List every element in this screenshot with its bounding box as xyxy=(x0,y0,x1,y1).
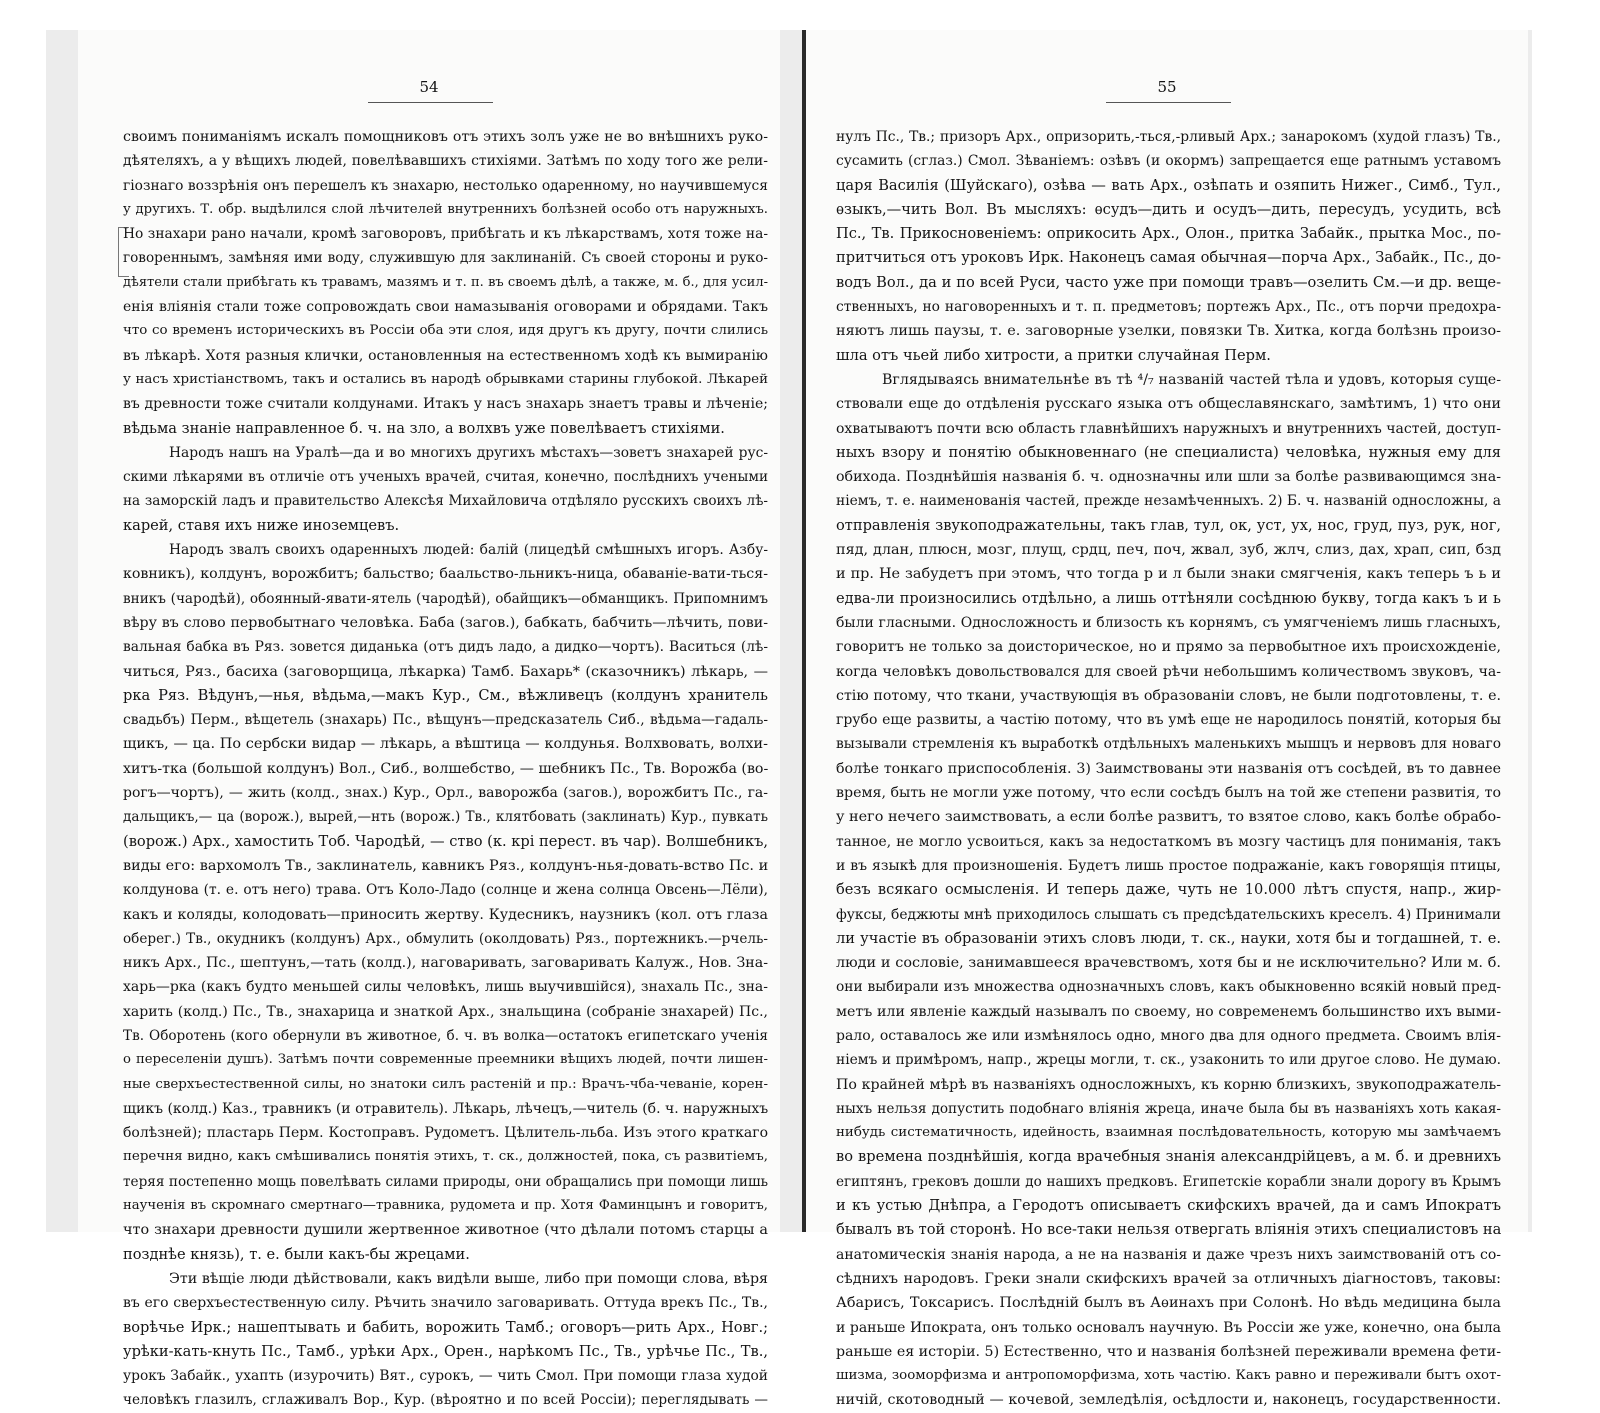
text-line: няютъ лишь паузы, т. е. заговорные узелки, повязки Тв. Хитка, когда болѣзнь произо- xyxy=(836,323,1501,340)
text-line: ныхъ взору и понятію обыкновеннаго (не специалиста) человѣка, нужныя ему для xyxy=(836,443,1501,461)
text-line: ные сверхъестественной силы, но знатоки силъ растеній и пр.: Врачъ-чба-чеваніе, корен- xyxy=(123,1076,768,1092)
text-line: карей, ставя ихъ ниже иноземцевъ. xyxy=(123,516,400,534)
left-header-rule xyxy=(368,102,493,103)
text-line: танное, не могло усвоиться, какъ за недостаткомъ въ мозгу частицъ для пониманія, такъ xyxy=(836,833,1501,850)
text-line: что со временъ историческихъ въ Россіи оба эти слоя, идя другъ къ другу, почти слились xyxy=(123,323,768,339)
right-header-rule xyxy=(1106,102,1231,103)
text-line: ствовали еще до отдѣленія русскаго языка отъ общеславянскаго, замѣтимъ, 1) что они xyxy=(836,396,1501,413)
left-body-text xyxy=(123,125,768,1413)
text-line: позднѣе князь), т. е. были какъ-бы жрецами. xyxy=(123,1245,470,1263)
text-line: своимъ пониманіямъ искалъ помощниковъ отъ этихъ золъ уже не во внѣшнихъ руко- xyxy=(123,129,768,145)
text-line: дѣятеляхъ, а у вѣщихъ людей, повелѣвавшихъ стихіями. Затѣмъ по ходу того же рели- xyxy=(123,153,768,170)
text-line: водъ Вол., да и по всей Руси, часто уже при помощи травъ—озелить См.—и др. веще- xyxy=(836,273,1501,291)
text-line: въ лѣкарѣ. Хотя разныя клички, остановленныя на естественномъ ходѣ къ вымиранію xyxy=(123,347,768,364)
text-line: царя Василія (Шуйскаго), озѣва — вать Арх., озѣпать и озяпить Нижег., Симб., Тул., xyxy=(836,176,1501,194)
text-line: и къ устью Днѣпра, а Геродотъ описываетъ скифскихъ врачей, да и самъ Ипократъ xyxy=(836,1197,1501,1215)
text-line: свадьбъ) Перм., вѣщетель (знахарь) Пс., вѣщунъ—предсказатель Сиб., вѣдьма—гадаль- xyxy=(123,712,768,729)
text-line: метъ или явленіе каждый называлъ по своему, но современемъ большинство ихъ выми- xyxy=(836,1003,1501,1020)
text-line: время, быть не могли уже потому, что если сосѣдъ былъ на той же степени развитія, то xyxy=(836,785,1501,802)
text-line: болѣзней); пластарь Перм. Костоправъ. Рудометъ. Цѣлитель-льба. Изъ этого краткаго xyxy=(123,1125,768,1142)
text-line: люди и сословіе, занимавшееся врачевствомъ, хотя бы и не исключительно? Или м. б. xyxy=(836,955,1501,972)
text-line: они выбирали изъ множества однозначныхъ словъ, какъ обыкновенно всякій новый пред- xyxy=(836,979,1501,996)
text-line: Абарисъ, Токсарисъ. Послѣдній былъ въ Аѳинахъ при Солонѣ. Но вѣдь медицина была xyxy=(836,1295,1501,1312)
text-line: щикъ (колд.) Каз., травникъ (и отравитель). Лѣкарь, лѣчецъ,—читель (б. ч. наружныхъ xyxy=(123,1100,769,1117)
text-line: у него нечего заимствовать, а если болѣе развитъ, то взятое слово, какъ болѣе обрабо- xyxy=(836,809,1501,826)
text-line: Пс., Тв. Прикосновеніемъ: оприкосить Арх., Олон., притка Забайк., прытка Мос., по- xyxy=(836,225,1501,243)
text-line: у другихъ. Т. обр. выдѣлился слой лѣчителей внутреннихъ болѣзней особо отъ наружныхъ. xyxy=(123,201,768,217)
text-line: во времена позднѣйшія, когда врачебныя знанія александрійцевъ, а м. б. и древнихъ xyxy=(836,1148,1501,1166)
text-line: харь—рка (какъ будто меньшей силы человѣкъ, лишь выучившійся), знахаль Пс., зна- xyxy=(123,979,768,996)
text-line: вальная бабка въ Ряз. зовется диданька (отъ дидъ ладо, а дидко—чортъ). Васиться (лѣ- xyxy=(123,639,768,656)
text-line: рогъ—чортъ), — жить (колд., знах.) Кур., Орл., ваворожба (загов.), ворожбитъ Пс., га- xyxy=(123,785,768,802)
text-line: и раньше Ипократа, онъ только основалъ научную. Въ Россіи же уже, конечно, она была xyxy=(836,1319,1501,1336)
text-line: стію потому, что ткани, участвующія въ образованіи словъ, не были подготовлены, т. е. xyxy=(836,687,1501,704)
right-page-number: 55 xyxy=(1157,78,1177,96)
text-line: Народъ нашъ на Уралѣ—да и во многихъ другихъ мѣстахъ—зоветъ знахарей рус- xyxy=(169,444,768,461)
text-line: Тв. Оборотень (кого обернули въ животное, б. ч. въ волка—остатокъ египетскаго ученія xyxy=(123,1027,768,1044)
text-line: охватываютъ почти всю область главнѣйшихъ наружныхъ и внутреннихъ частей, доступ- xyxy=(836,420,1501,437)
text-line: дѣятели стали прибѣгать къ травамъ, мазямъ и т. п. въ своемъ дѣлѣ, а также, м. б., для усил- xyxy=(123,274,768,290)
text-line: читься, Ряз., басиха (заговорщица, лѣкарка) Тамб. Бахарь* (сказочникъ) лѣкарь, — xyxy=(123,663,768,680)
text-line: едва-ли произносились отдѣльно, а лишь оттѣняли сосѣднюю букву, тогда какъ ъ и ь xyxy=(836,589,1501,607)
text-line: Народъ звалъ своихъ одаренныхъ людей: балій (лицедѣй смѣшныхъ игоръ. Азбу- xyxy=(169,542,768,559)
text-line: пяд, длан, плюсн, мозг, плущ, срдц, печ, поч, жвал, зуб, жлч, слиз, дах, храп, сип, бзд xyxy=(836,542,1501,559)
text-line: обихода. Позднѣйшія названія б. ч. однозначны или шли за болѣе развивающимся зна- xyxy=(836,469,1501,486)
text-line: о переселеніи душъ). Затѣмъ почти современные преемники вѣщихъ людей, почти лишен- xyxy=(123,1052,768,1068)
text-line: никъ Арх., Пс., шептунъ,—тать (колд.), наговаривать, заговаривать Калуж., Нов. Зна- xyxy=(123,955,768,972)
text-line: ковникъ), колдунъ, ворожбитъ; бальство; баальство-льникъ-ница, обаваніе-вати-ться- xyxy=(123,566,768,583)
text-line: дальщикъ,— ца (ворож.), вырей,—нть (ворож.) Тв., клятбовать (заклинать) Кур., пувкать xyxy=(123,809,768,826)
text-line: ныхъ нельзя допустить подобнаго вліянія жреца, иначе была бы въ названіяхъ хоть какая- xyxy=(836,1100,1501,1117)
text-line: какъ и коляды, колодовать—приносить жертву. Кудесникъ, наузникъ (кол. отъ глаза xyxy=(123,906,768,923)
text-line: вoрѣчье Ирк.; нашептывать и бабить, ворожить Тамб.; оговоръ—рить Арх., Новг.; xyxy=(123,1318,768,1336)
text-line: грубо еще развиты, а частію потому, что въ умѣ еще не народилось понятій, которыя бы xyxy=(836,712,1501,729)
text-line: когда человѣкъ довольствовался для своей рѣчи небольшимъ количествомъ звуковъ, ча- xyxy=(836,663,1501,680)
text-line: въ его сверхъестественную силу. Рѣчить значило заговаривать. Оттуда врекъ Пс., Тв., xyxy=(123,1295,768,1312)
text-line: вѣдьма знаніе направленное б. ч. на зло, а волхвъ уже повелѣваетъ стихіями. xyxy=(123,419,725,437)
text-line: ственныхъ, но наговоренныхъ и т. п. предметовъ; портежъ Арх., Пс., отъ порчи предохра- xyxy=(836,299,1501,316)
text-line: что знахари древности душили жертвенное животное (что дѣлали потомъ старцы а xyxy=(123,1222,768,1239)
text-line: скими лѣкарями въ отличіе отъ ученыхъ врачей, считая, конечно, послѣднихъ учеными xyxy=(123,469,768,486)
text-line: говоритъ не только за доисторическое, но и прямо за первобытное ихъ происхожденіе, xyxy=(836,639,1501,656)
text-line: щикъ, — ца. По сербски видар — лѣкарь, а вѣштица — колдунья. Волхвовать, волхи- xyxy=(123,736,768,753)
text-line: (ворож.) Арх., хамостить Тоб. Чародѣй, — ство (к. кpi перест. въ чар). Волшебникъ, xyxy=(123,832,768,850)
text-line: были гласными. Односложность и близость къ корнямъ, съ умягченіемъ лишь гласныхъ, xyxy=(836,614,1501,631)
left-page-number: 54 xyxy=(419,78,439,96)
text-line: колдунова (т. е. отъ него) трава. Отъ Коло-Ладо (солнце и жена солнца Овсень—Лёли), xyxy=(123,882,768,899)
text-line: ѳзыкъ,—чить Вол. Въ мысляхъ: ѳсудъ—дить и осудъ—дить, пересудъ, усудить, всѣ xyxy=(836,200,1501,218)
text-line: оберег.) Тв., окудникъ (колдунъ) Арх., обмулить (околдовать) Ряз., портежникъ.—рчель- xyxy=(123,930,768,947)
text-line: гіознаго воззрѣнія онъ перешелъ къ знахарю, нестолько одаренному, но научившемуся xyxy=(123,177,768,194)
text-line: Но знахари рано начали, кромѣ заговоровъ, прибѣгать и къ лѣкарствамъ, хотя тоже на- xyxy=(123,226,768,243)
text-line: нулъ Пс., Тв.; призоръ Арх., опризорить,-ться,-рливый Арх.; занарокомъ (худой глазъ) Тв., xyxy=(836,129,1501,145)
text-line: вникъ (чародѣй), обоянный-явати-ятель (чародѣй), обайщикъ—обманщикъ. Припомнимъ xyxy=(123,590,768,607)
text-line: перечня видно, какъ смѣшивались понятія этихъ, т. ск., должностей, пока, съ развитіемъ, xyxy=(123,1149,768,1165)
text-line: По крайней мѣрѣ въ названіяхъ односложныхъ, къ корню близкихъ, звукоподражатель- xyxy=(836,1076,1501,1093)
text-line: и въ языкѣ для произношенія. Будетъ лишь простое подражаніе, какъ говорящія птицы, xyxy=(836,857,1501,874)
text-line: енія вліянія стали тоже сопровождать свои намазыванія оговорами и обрядами. Такъ xyxy=(123,299,768,316)
text-line: на заморскій ладъ и правительство Алексѣя Михайловича отдѣляло русскихъ своихъ лѣ- xyxy=(123,493,768,510)
text-line: раньше ея исторіи. 5) Естественно, что и названія болѣзней переживали времена фети- xyxy=(836,1343,1502,1360)
text-line: хитъ-тка (большой колдунъ) Вол., Сиб., волшебство, — шебникъ Пс., Тв. Ворожба (во- xyxy=(123,760,769,777)
text-line: ли участіе въ образованіи этихъ словъ люди, т. ск., науки, хотя бы и тогдашней, т. е. xyxy=(836,929,1501,947)
text-line: въ древности тоже считали колдунами. Итакъ у насъ знахарь знаетъ травы и лѣченіе; xyxy=(123,396,768,413)
text-line: фуксы, беджюты мнѣ приходилось слышать съ предсѣдательскихъ креселъ. 4) Принимали xyxy=(836,906,1501,923)
text-line: сусамить (сглаз.) Смол. Зѣваніемъ: озѣвъ (и окормъ) запрещается еще ратнымъ уставомъ xyxy=(836,153,1501,170)
text-line: египтянъ, грековъ дошли до нашихъ предковъ. Египетскіе корабли знали дорогу въ Крымъ xyxy=(836,1173,1501,1190)
text-line: шизма, зооморфизма и антропоморфизма, хоть частію. Какъ равно и переживали бытъ охот- xyxy=(836,1368,1501,1384)
text-line: ніемъ, т. е. наименованія частей, прежде незамѣченныхъ. 2) Б. ч. названій односложны, а xyxy=(836,493,1501,510)
text-line: харить (колд.) Пс., Тв., знахарица и знаткой Арх., знальщина (собраніе знахарей) Пс., xyxy=(123,1003,768,1020)
text-line: и пр. Не забудетъ при этомъ, что тогда р и л были знаки смягченія, какъ теперь ъ ь и xyxy=(836,566,1501,583)
text-line: ніемъ и примѣромъ, напр., жрецы могли, т. ск., узаконить то или другое слово. Не думаю. xyxy=(836,1052,1501,1069)
text-line: болѣе тонкаго приспособленія. 3) Заимствованы эти названія отъ сосѣдей, въ то давнее xyxy=(836,760,1501,777)
text-line: бывалъ въ той сторонѣ. Но все-таки нельзя отвергать вліянія этихъ специалистовъ на xyxy=(836,1221,1502,1239)
text-line: у насъ христіанствомъ, такъ и остались въ народѣ обрывками старины глубокой. Лѣкарей xyxy=(123,371,768,387)
text-line: урокъ Забайк., ухапть (изурочить) Вят., сурокъ, — чить Смол. При помощи глаза худой xyxy=(123,1368,768,1385)
text-line: сѣднихъ народовъ. Греки знали скифскихъ врачей за отличныхъ діагностовъ, таковы: xyxy=(836,1270,1501,1287)
text-line: вызывали стремленія къ выработкѣ отдѣльныхъ маленькихъ мышцъ и нервовъ для новаго xyxy=(836,736,1501,753)
text-line: отправленія звукоподражательны, такъ глав, тул, ок, уст, ух, нос, груд, пуз, рук, ног, xyxy=(836,516,1501,534)
left-page xyxy=(78,30,780,1409)
text-line: виды его: вархомолъ Тв., заклинатель, кавникъ Ряз., колдунъ-нья-довать-вство Пс. и xyxy=(123,857,769,874)
text-line: рало, оставалось же или измѣнялось одно, много два для одного предмета. Своимъ влія- xyxy=(836,1027,1501,1044)
text-line: шла отъ чьей либо хитрости, а притки случайная Перм. xyxy=(836,346,1271,364)
text-line: безъ всякаго осмысленія. И теперь даже, чуть не 10.000 лѣтъ спустя, напр., жир- xyxy=(836,881,1501,899)
text-line: нибудь систематичность, идейность, взаимная послѣдовательность, которую мы замѣчаемъ xyxy=(836,1125,1501,1141)
text-line: теряя постепенно мощь повелѣвать силами природы, они обращались при помощи лишь xyxy=(123,1173,768,1190)
right-body-text xyxy=(836,125,1501,1413)
text-line: наученія въ скромнаго смертнаго—травника, рудомета и пр. Хотя Фаминцынъ и говоритъ, xyxy=(123,1198,768,1214)
text-line: Вглядываясь внимательнѣе въ тѣ ⁴/₇ названій частей тѣла и удовъ, которыя суще- xyxy=(882,371,1501,388)
text-line: Эти вѣщіе люди дѣйствовали, какъ видѣли выше, либо при помощи слова, вѣря xyxy=(169,1270,768,1287)
text-line: ничій, скотоводный — кочевой, земледѣлія, осѣдлости и, наконецъ, государственности. xyxy=(836,1392,1501,1409)
right-page xyxy=(806,30,1528,1409)
text-line: анатомическія знанія народа, а не на названія и даже чрезъ нихъ заимствованій отъ со- xyxy=(836,1246,1501,1263)
text-line: человѣкъ глазилъ, сглаживалъ Вор., Кур. (вѣроятно и по всей Россіи); переглядывать — xyxy=(123,1392,768,1409)
text-line: рка Ряз. Вѣдунъ,—нья, вѣдьма,—макъ Кур., См., вѣжливецъ (колдунъ хранитель xyxy=(123,686,768,704)
text-line: притчиться отъ уроковъ Ирк. Наконецъ самая обычная—порча Арх., Забайк., Пс., до- xyxy=(836,249,1501,267)
text-line: говореннымъ, замѣняя ими воду, служившую для заклинаній. Съ своей стороны и руко- xyxy=(123,250,768,267)
text-line: вѣру въ слово первобытнаго человѣка. Баба (загов.), бабкать, бабчить—лѣчить, пови- xyxy=(123,614,768,631)
text-line: урѣки-кать-кнуть Пс., Тамб., урѣки Арх., Орен., нарѣкомъ Пс., Тв., урѣчье Пс., Тв., xyxy=(123,1342,768,1360)
